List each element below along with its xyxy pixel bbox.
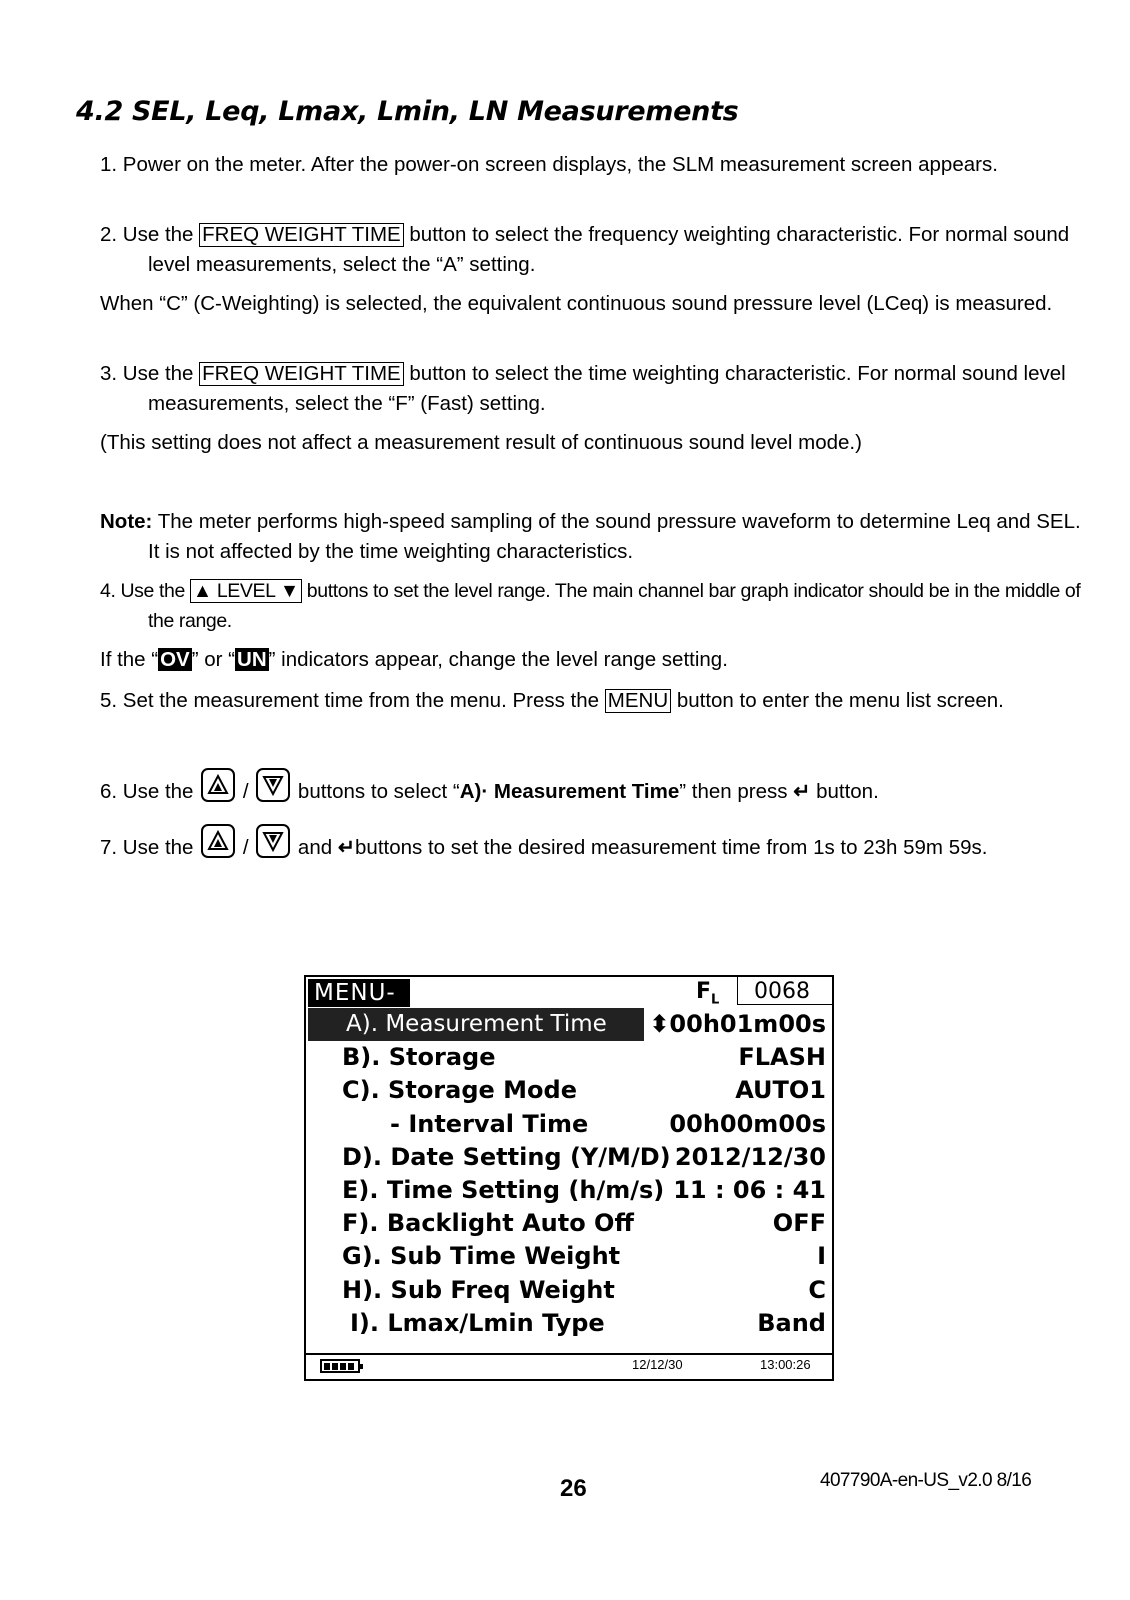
menu-item-label: H). Sub Freq Weight: [342, 1275, 615, 1304]
down-triangle-icon: ▼: [279, 580, 299, 602]
ov-indicator: OV: [160, 648, 190, 671]
level-button-label: [190, 579, 302, 603]
step-6-mid: buttons to select “: [292, 780, 460, 803]
overload-note: [100, 645, 1088, 675]
menu-item-value: ⬍00h01m00s: [649, 1010, 826, 1038]
fl-sub: L: [711, 992, 720, 1008]
freq-weight-time-button-label: FREQ WEIGHT TIME: [199, 362, 404, 386]
down-arrow-button-icon: [256, 768, 290, 802]
status-bar: [306, 1353, 832, 1379]
step-5-prefix: 5. Set the measurement time from the menu. Press the: [100, 689, 605, 712]
menu-button-label: MENU: [605, 689, 671, 713]
enter-icon: ↵: [793, 780, 811, 803]
step-3: [100, 359, 1088, 419]
step-2-text: button to select the frequency weighting characteristic. For normal sound level measurements, select the “A” setting.: [148, 223, 1070, 276]
step-4: [100, 576, 1088, 636]
step-2: [100, 220, 1088, 280]
level-label: LEVEL: [216, 580, 275, 602]
note-text: The meter performs high-speed sampling of the sound pressure waveform to determine Leq and SEL. It is not affected by the time weighting characteristics.: [148, 510, 1081, 563]
step-7-prefix: 7. Use the: [100, 836, 200, 859]
step-7-text: buttons to set the desired measurement time from 1s to 23h 59m 59s.: [355, 836, 988, 859]
step-3-prefix: 3. Use the: [100, 362, 200, 385]
step-2-prefix: 2. Use the: [100, 223, 200, 246]
menu-item-label: - Interval Time: [390, 1109, 589, 1138]
menu-item-value: 00h00m00s: [669, 1109, 826, 1138]
menu-item-label: B). Storage: [342, 1043, 496, 1072]
measurement-time-item: A)· Measurement Time: [459, 780, 680, 803]
step-6-prefix: 6. Use the: [100, 780, 200, 803]
battery-icon: [320, 1359, 360, 1373]
step-7-mid: and: [292, 836, 338, 859]
step-5-text: button to enter the menu list screen.: [671, 689, 1004, 712]
page-number: 26: [560, 1475, 587, 1502]
slash: /: [237, 836, 255, 859]
menu-item-value: AUTO1: [735, 1076, 826, 1105]
step-6-text: ” then press: [679, 780, 794, 803]
c-weighting-note: When “C” (C-Weighting) is selected, the equivalent continuous sound pressure level (LCeq) is measured.: [100, 292, 1053, 315]
menu-item-value: OFF: [772, 1209, 826, 1238]
section-heading: 4.2 SEL, Leq, Lmax, Lmin, LN Measurements: [76, 96, 739, 127]
un-indicator: UN: [237, 648, 267, 671]
overload-note-prefix: If the “: [100, 648, 159, 671]
status-date: 12/12/30: [632, 1357, 683, 1372]
step-6-end: button.: [810, 780, 879, 803]
menu-item-value: 11 : 06 : 41: [673, 1176, 826, 1204]
overload-note-mid: ” or “: [191, 648, 236, 671]
setting-remark: (This setting does not affect a measurement result of continuous sound level mode.): [100, 431, 862, 454]
note-label: Note:: [100, 510, 153, 533]
slash: /: [237, 780, 255, 803]
menu-item-label: I). Lmax/Lmin Type: [350, 1308, 605, 1337]
overload-note-text: ” indicators appear, change the level range setting.: [268, 648, 728, 671]
menu-item-label: A). Measurement Time: [346, 1011, 607, 1037]
note: [100, 507, 1088, 567]
status-time: 13:00:26: [760, 1357, 811, 1372]
menu-screen: [304, 975, 834, 1381]
record-counter: 0068: [738, 977, 834, 1005]
down-arrow-button-icon: [256, 824, 290, 858]
step-5: [100, 686, 1088, 716]
menu-item-label: C). Storage Mode: [342, 1076, 577, 1105]
step-1: 1. Power on the meter. After the power-on screen displays, the SLM measurement screen appears.: [100, 153, 998, 176]
up-triangle-icon: ▲: [192, 580, 212, 602]
menu-item-label: E). Time Setting (h/m/s): [342, 1176, 665, 1204]
menu-title: MENU-: [308, 979, 410, 1007]
enter-icon: ↵: [337, 836, 356, 859]
menu-item-value: 2012/12/30: [674, 1142, 826, 1171]
menu-item-value: FLASH: [738, 1043, 826, 1072]
step-6: [100, 768, 1088, 807]
freq-weight-time-button-label: FREQ WEIGHT TIME: [199, 223, 404, 247]
menu-item-label: F). Backlight Auto Off: [342, 1209, 634, 1238]
fl-main: F: [696, 979, 712, 1004]
menu-item-label: G). Sub Time Weight: [342, 1242, 621, 1271]
step-7: [100, 824, 1088, 863]
up-arrow-button-icon: [201, 768, 235, 802]
fl-indicator: [692, 977, 738, 1008]
up-arrow-button-icon: [201, 824, 235, 858]
menu-item-value: I: [817, 1242, 826, 1271]
menu-item-label: D). Date Setting (Y/M/D): [342, 1142, 671, 1171]
document-id: 407790A-en-US_v2.0 8/16: [820, 1470, 1032, 1491]
step-3-text: button to select the time weighting characteristic. For normal sound level measurements, select the “F” (Fast) setting.: [148, 362, 1066, 415]
menu-item-value: Band: [757, 1308, 826, 1337]
menu-item-value: C: [808, 1275, 826, 1304]
step-4-text: buttons to set the level range. The main channel bar graph indicator should be in the middle of the range.: [148, 580, 1081, 632]
step-4-prefix: 4. Use the: [100, 580, 190, 602]
